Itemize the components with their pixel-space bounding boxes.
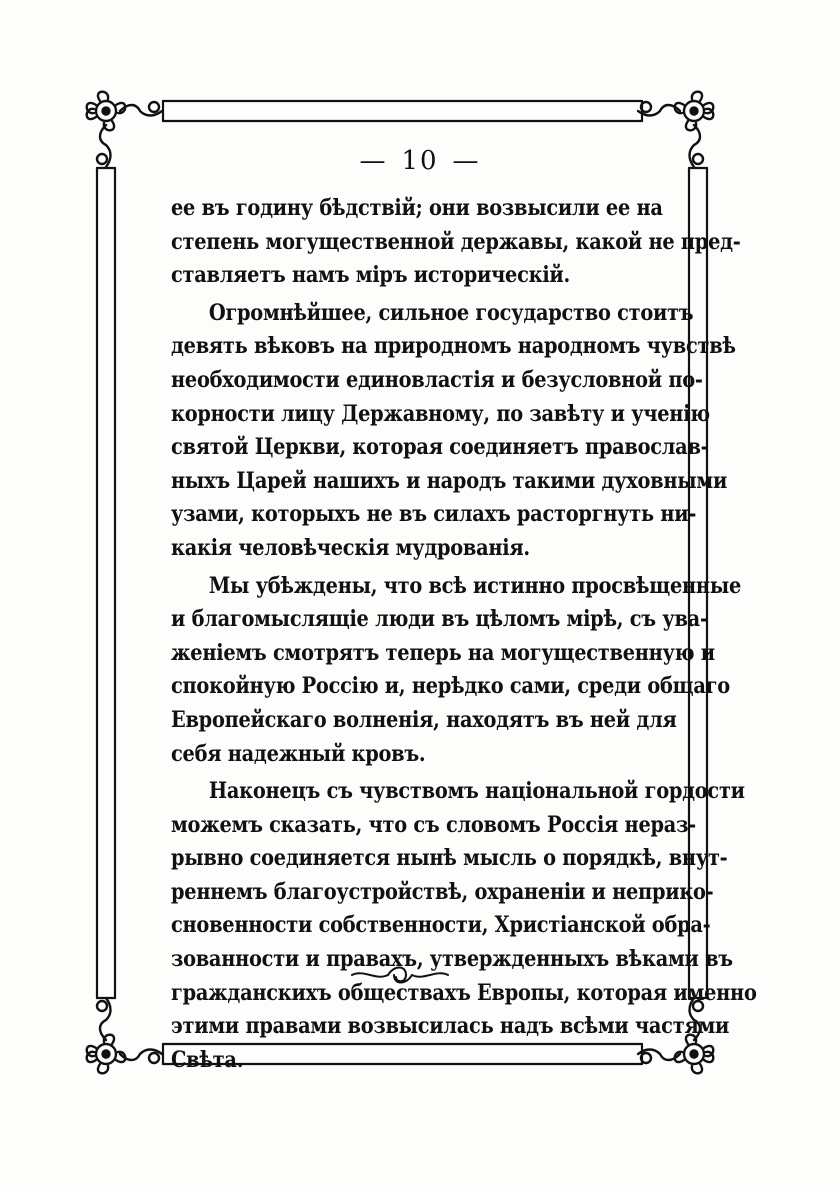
text-line: гражданскихъ обществахъ Европы, которая именно	[171, 979, 757, 1006]
text-line: Свѣта.	[171, 1046, 244, 1073]
text-line: степень могущественной державы, какой не пред-	[171, 228, 741, 255]
paragraph	[171, 775, 757, 1077]
text-line: спокойную Россію и, нерѣдко сами, среди общаго	[171, 673, 730, 700]
text-line: Мы убѣждены, что всѣ истинно просвѣщенные	[208, 572, 742, 599]
text-line: святой Церкви, которая соединяетъ православ-	[171, 434, 709, 461]
page-number-value: 10	[401, 146, 439, 176]
text-line: реннемъ благоустройствѣ, охраненіи и неприко-	[171, 878, 714, 905]
body-text	[171, 192, 757, 1081]
text-line: какія человѣческія мудрованія.	[171, 534, 530, 561]
text-line: Огромнѣйшее, сильное государство стоитъ	[208, 299, 694, 326]
text-line: девять вѣковъ на природномъ народномъ чувствѣ	[171, 333, 736, 360]
text-line: рывно соединяется нынѣ мысль о порядкѣ, внут-	[171, 845, 728, 872]
page-number: — 10 —	[359, 146, 481, 176]
text-line: женіемъ смотрятъ теперь на могущественную и	[171, 639, 715, 666]
text-line: и благомыслящіе люди въ цѣломъ мірѣ, съ ува-	[171, 606, 708, 633]
text-line: ныхъ Царей нашихъ и народъ такими духовными	[171, 467, 728, 494]
text-line: ставляетъ намъ міръ историческій.	[171, 262, 570, 289]
text-line: этими правами возвысилась надъ всѣми частями	[171, 1013, 730, 1040]
paragraph	[171, 570, 742, 772]
text-line: необходимости единовластія и безусловной по-	[171, 366, 703, 393]
text-line: можемъ сказать, что съ словомъ Россія нераз-	[171, 811, 696, 838]
text-line: себя надежный кровъ.	[171, 740, 426, 767]
paragraph	[171, 192, 741, 293]
text-line: сновенности собственности, Христіанской обра-	[171, 912, 711, 939]
text-line: Европейскаго волненія, находятъ въ ней для	[171, 706, 677, 733]
text-line: зованности и правахъ, утвержденныхъ вѣками въ	[171, 946, 733, 973]
text-line: узами, которыхъ не въ силахъ расторгнуть ни-	[171, 501, 697, 528]
paragraph	[171, 297, 736, 566]
text-line: корности лицу Державному, по завѣту и ученію	[171, 400, 710, 427]
text-line: ее въ годину бѣдствій; они возвысили ее на	[171, 195, 663, 221]
text-line: Наконецъ съ чувствомъ національной гордости	[208, 778, 745, 805]
